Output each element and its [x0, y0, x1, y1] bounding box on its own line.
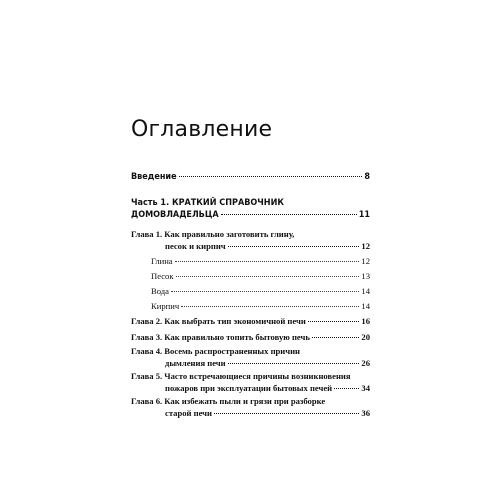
toc-entry-chapter-3[interactable] [131, 331, 370, 343]
toc-subentry-title: Песок [151, 271, 174, 281]
toc-entry-title: Глава 5. Часто встречающиеся причины возникновения [131, 371, 351, 381]
dot-leader [228, 246, 360, 247]
dot-leader [228, 363, 360, 364]
dot-leader [221, 214, 357, 215]
toc-entry-page: 26 [361, 358, 370, 368]
toc-subentry-title: Глина [151, 256, 173, 266]
toc-entry-title-continued: дымления печи [165, 358, 226, 368]
toc-entry-part-1[interactable] [131, 197, 370, 221]
dot-leader [308, 321, 360, 322]
toc-entry-title: Введение [131, 172, 177, 182]
toc-entry-title-continued: старой печи [165, 408, 212, 418]
toc-subentry-title: Вода [151, 286, 169, 296]
toc-entry-page: 36 [361, 408, 370, 418]
toc-entry-intro[interactable] [131, 171, 370, 183]
toc-subentry-clay[interactable] [151, 255, 370, 267]
dot-leader [176, 276, 360, 277]
toc-subentry-water[interactable] [151, 285, 370, 297]
toc-entry-chapter-1[interactable] [131, 228, 370, 252]
toc-entry-page: 12 [361, 241, 370, 251]
dot-leader [175, 261, 360, 262]
toc-entry-page: 11 [358, 210, 370, 220]
toc-entry-title-continued: ДОМОВЛАДЕЛЬЦА [131, 210, 219, 220]
toc-entry-title: Часть 1. КРАТКИЙ СПРАВОЧНИК [131, 198, 284, 208]
toc-subentry-page: 14 [361, 301, 370, 311]
toc-subentry-page: 13 [361, 271, 370, 281]
toc-entry-title: Глава 6. Как избежать пыли и грязи при разборке [131, 396, 326, 406]
toc-subentry-sand[interactable] [151, 270, 370, 282]
toc-entry-page: 8 [364, 172, 370, 182]
dot-leader [312, 337, 359, 338]
toc-heading: Оглавление [131, 117, 273, 142]
toc-subentry-title: Кирпич [151, 301, 180, 311]
dot-leader [181, 306, 359, 307]
toc-entry-title-continued: песок и кирпич [165, 241, 226, 251]
toc-entry-chapter-6[interactable] [131, 395, 370, 419]
toc-entry-title-continued: пожаров при эксплуатации бытовых печей [165, 383, 333, 393]
toc-entry-title: Глава 2. Как выбрать тип экономичной печи [131, 316, 306, 326]
toc-entry-chapter-4[interactable] [131, 345, 370, 369]
toc-subentry-brick[interactable] [151, 300, 370, 312]
dot-leader [334, 388, 359, 389]
toc-entry-chapter-2[interactable] [131, 315, 370, 327]
toc-entry-title: Глава 4. Восемь распространенных причин [131, 346, 300, 356]
toc-entry-title: Глава 3. Как правильно топить бытовую печь [131, 332, 310, 342]
dot-leader [179, 176, 363, 177]
toc-subentry-page: 12 [361, 256, 370, 266]
toc-entry-title: Глава 1. Как правильно заготовить глину, [131, 229, 295, 239]
toc-entry-chapter-5[interactable] [131, 370, 370, 394]
toc-entry-page: 20 [361, 332, 370, 342]
dot-leader [214, 413, 359, 414]
toc-entry-page: 16 [361, 316, 370, 326]
toc-entry-page: 34 [361, 383, 370, 393]
toc-subentry-page: 14 [361, 286, 370, 296]
dot-leader [171, 291, 359, 292]
